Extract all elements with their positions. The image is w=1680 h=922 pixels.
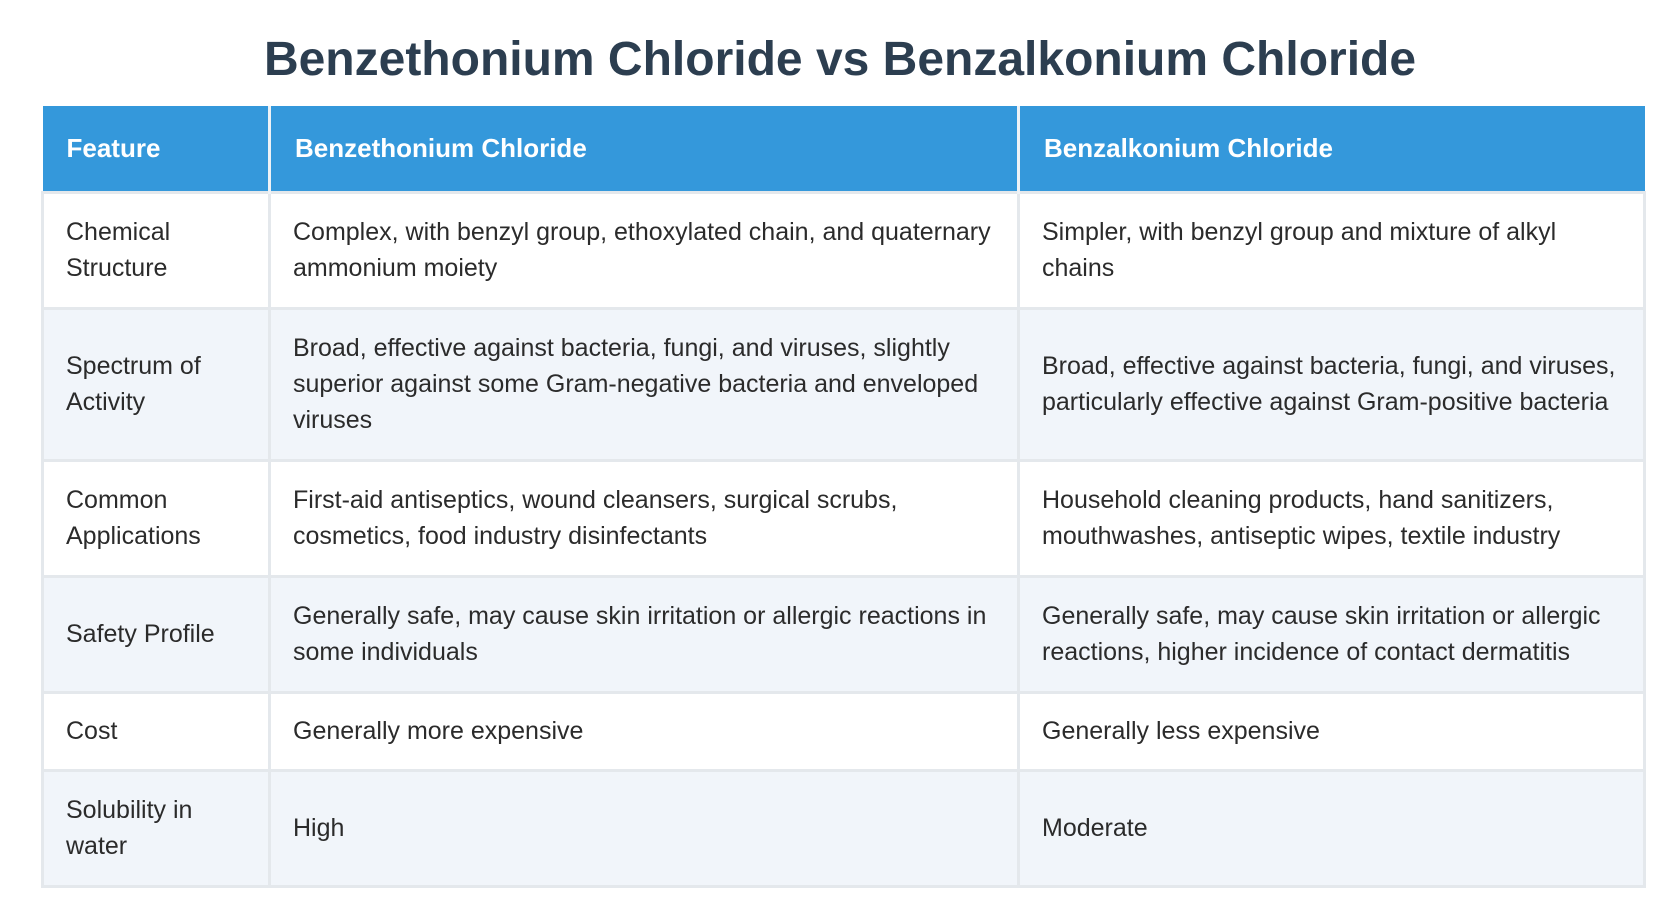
feature-cell: Solubility in water xyxy=(43,770,270,886)
page-title: Benzethonium Chloride vs Benzalkonium Chloride xyxy=(263,33,1417,86)
benzethonium-cell: Broad, effective against bacteria, fungi, and viruses, slightly superior against some Gram-negative bacteria and enveloped viruses xyxy=(270,308,1019,460)
feature-cell: Safety Profile xyxy=(43,576,270,692)
feature-cell: Common Applications xyxy=(43,460,270,576)
table-row xyxy=(43,192,1645,308)
benzethonium-cell: High xyxy=(270,770,1019,886)
benzalkonium-cell: Generally safe, may cause skin irritation or allergic reactions, higher incidence of contact dermatitis xyxy=(1019,576,1645,692)
table-row xyxy=(43,308,1645,460)
feature-cell: Spectrum of Activity xyxy=(43,308,270,460)
table-row xyxy=(43,460,1645,576)
table-row xyxy=(43,692,1645,770)
feature-cell: Chemical Structure xyxy=(43,192,270,308)
header-benzethonium: Benzethonium Chloride xyxy=(270,106,1019,192)
benzalkonium-cell: Moderate xyxy=(1019,770,1645,886)
benzethonium-cell: Generally more expensive xyxy=(270,692,1019,770)
feature-cell: Cost xyxy=(43,692,270,770)
benzalkonium-cell: Broad, effective against bacteria, fungi, and viruses, particularly effective against Gram-positive bacteria xyxy=(1019,308,1645,460)
table-row xyxy=(43,576,1645,692)
header-feature: Feature xyxy=(43,106,270,192)
benzethonium-cell: First-aid antiseptics, wound cleansers, surgical scrubs, cosmetics, food industry disinfectants xyxy=(270,460,1019,576)
benzalkonium-cell: Generally less expensive xyxy=(1019,692,1645,770)
header-benzalkonium: Benzalkonium Chloride xyxy=(1019,106,1645,192)
benzethonium-cell: Generally safe, may cause skin irritation or allergic reactions in some individuals xyxy=(270,576,1019,692)
table-row xyxy=(43,770,1645,886)
table-header-row xyxy=(43,106,1645,192)
benzethonium-cell: Complex, with benzyl group, ethoxylated chain, and quaternary ammonium moiety xyxy=(270,192,1019,308)
benzalkonium-cell: Simpler, with benzyl group and mixture of alkyl chains xyxy=(1019,192,1645,308)
comparison-table xyxy=(41,106,1646,888)
benzalkonium-cell: Household cleaning products, hand sanitizers, mouthwashes, antiseptic wipes, textile industry xyxy=(1019,460,1645,576)
